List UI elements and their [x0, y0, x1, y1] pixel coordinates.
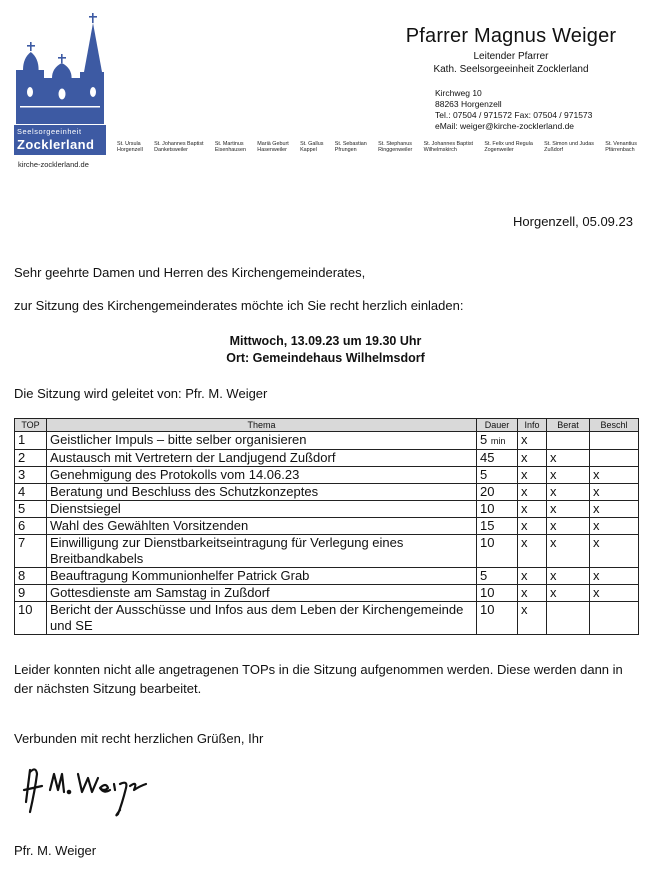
- cell-thema: Einwilligung zur Dienstbarkeitseintragung für Verlegung eines Breitbandkabels: [47, 535, 477, 568]
- cell-beschl: x: [590, 518, 639, 535]
- cell-dauer: 5 min: [477, 432, 518, 450]
- parish-item: Mariä Geburt Hasenweiler: [257, 141, 289, 154]
- logo-line-1: Seelsorgeeinheit: [17, 127, 82, 136]
- cell-berat: x: [547, 535, 590, 568]
- parish-list: [117, 141, 637, 154]
- intro-text: zur Sitzung des Kirchengemeinderates möchte ich Sie recht herzlich einladen:: [14, 298, 464, 313]
- meeting-leader: Die Sitzung wird geleitet von: Pfr. M. Weiger: [14, 386, 268, 401]
- parish-item: St. Johannes Baptist Danketsweiler: [154, 141, 204, 154]
- cell-top: 4: [15, 484, 47, 501]
- parish-item: St. Ursula Horgenzell: [117, 141, 143, 154]
- church-logo: [14, 12, 110, 155]
- parish-item: St. Felix und Regula Zogenweiler: [484, 141, 533, 154]
- parish-item: St. Stephanus Ringgenweiler: [378, 141, 413, 154]
- cell-dauer: 10: [477, 585, 518, 602]
- meeting-info: [0, 333, 651, 367]
- handwritten-signature: [22, 760, 152, 827]
- cell-top: 9: [15, 585, 47, 602]
- cell-info: x: [518, 585, 547, 602]
- table-row: [15, 484, 639, 501]
- cell-info: x: [518, 535, 547, 568]
- cell-top: 5: [15, 501, 47, 518]
- table-row: [15, 568, 639, 585]
- cell-berat: [547, 432, 590, 450]
- sender-role: Leitender Pfarrer: [473, 51, 549, 62]
- sender-unit: Kath. Seelsorgeeinheit Zocklerland: [433, 64, 589, 75]
- table-row: [15, 518, 639, 535]
- table-header-row: [15, 419, 639, 432]
- cell-info: x: [518, 450, 547, 467]
- cell-dauer: 20: [477, 484, 518, 501]
- cell-berat: [547, 602, 590, 635]
- address-city: 88263 Horgenzell: [435, 99, 502, 109]
- parish-item: St. Venantius Pfärrenbach: [605, 141, 637, 154]
- address-email[interactable]: eMail: weiger@kirche-zocklerland.de: [435, 121, 575, 131]
- cell-berat: x: [547, 501, 590, 518]
- cell-berat: x: [547, 450, 590, 467]
- signature-icon: [22, 760, 152, 822]
- cell-beschl: [590, 602, 639, 635]
- cell-berat: x: [547, 467, 590, 484]
- cell-thema: Wahl des Gewählten Vorsitzenden: [47, 518, 477, 535]
- cell-dauer: 5: [477, 467, 518, 484]
- cell-berat: x: [547, 585, 590, 602]
- header-berat: Berat: [547, 419, 590, 432]
- church-silhouette-icon: [14, 12, 106, 124]
- meeting-when: Mittwoch, 13.09.23 um 19.30 Uhr: [229, 334, 422, 348]
- cell-thema: Beratung und Beschluss des Schutzkonzeptes: [47, 484, 477, 501]
- parish-item: St. Simon und Judas Zußdorf: [544, 141, 594, 154]
- table-row: [15, 585, 639, 602]
- cell-thema: Geistlicher Impuls – bitte selber organisieren: [47, 432, 477, 450]
- cell-top: 8: [15, 568, 47, 585]
- parish-item: St. Sebastian Pfrungen: [334, 141, 367, 154]
- sender-address: [435, 88, 592, 132]
- cell-thema: Austausch mit Vertretern der Landjugend Zußdorf: [47, 450, 477, 467]
- cell-info: x: [518, 467, 547, 484]
- cell-info: x: [518, 484, 547, 501]
- cell-dauer: 10: [477, 535, 518, 568]
- cell-beschl: x: [590, 535, 639, 568]
- cell-top: 2: [15, 450, 47, 467]
- logo-line-2: Zocklerland: [17, 137, 95, 152]
- parish-item: St. Gallus Kappel: [300, 141, 324, 154]
- logo-wordmark: [14, 125, 106, 155]
- cell-thema: Bericht der Ausschüsse und Infos aus dem Leben der Kirchengemeinde und SE: [47, 602, 477, 635]
- cell-beschl: [590, 450, 639, 467]
- cell-beschl: x: [590, 585, 639, 602]
- table-row: [15, 602, 639, 635]
- cell-info: x: [518, 602, 547, 635]
- closing-text: Leider konnten nicht alle angetragenen TOPs in die Sitzung aufgenommen werden. Diese werden dann in der nächsten Sitzung bearbeitet.: [14, 662, 623, 696]
- cell-berat: x: [547, 518, 590, 535]
- parish-item: St. Martinus Eisenhausen: [214, 141, 246, 154]
- cell-beschl: x: [590, 467, 639, 484]
- address-phone: Tel.: 07504 / 971572 Fax: 07504 / 971573: [435, 110, 593, 120]
- cell-top: 1: [15, 432, 47, 450]
- meeting-where: Ort: Gemeindehaus Wilhelmsdorf: [226, 351, 425, 365]
- cell-beschl: x: [590, 484, 639, 501]
- duration-unit: min: [490, 436, 506, 446]
- cell-beschl: x: [590, 501, 639, 518]
- cell-dauer: 45: [477, 450, 518, 467]
- table-row: [15, 432, 639, 450]
- table-row: [15, 535, 639, 568]
- cell-thema: Beauftragung Kommunionhelfer Patrick Grab: [47, 568, 477, 585]
- cell-info: x: [518, 501, 547, 518]
- cell-info: x: [518, 568, 547, 585]
- cell-dauer: 10: [477, 602, 518, 635]
- salutation: Sehr geehrte Damen und Herren des Kirchengemeinderates,: [14, 265, 366, 280]
- cell-top: 3: [15, 467, 47, 484]
- cell-dauer: 15: [477, 518, 518, 535]
- cell-dauer: 5: [477, 568, 518, 585]
- header-info: Info: [518, 419, 547, 432]
- address-street: Kirchweg 10: [435, 88, 482, 98]
- cell-dauer: 10: [477, 501, 518, 518]
- website-url[interactable]: kirche-zocklerland.de: [18, 160, 89, 169]
- table-row: [15, 450, 639, 467]
- cell-top: 7: [15, 535, 47, 568]
- sender-name: Pfarrer Magnus Weiger: [405, 25, 617, 47]
- cell-info: x: [518, 518, 547, 535]
- signer-name: Pfr. M. Weiger: [14, 843, 97, 858]
- header-dauer: Dauer: [477, 419, 518, 432]
- cell-beschl: [590, 432, 639, 450]
- cell-top: 6: [15, 518, 47, 535]
- table-row: [15, 501, 639, 518]
- header-beschl: Beschl: [590, 419, 639, 432]
- letter-date: Horgenzell, 05.09.23: [513, 214, 633, 229]
- cell-thema: Gottesdienste am Samstag in Zußdorf: [47, 585, 477, 602]
- cell-beschl: x: [590, 568, 639, 585]
- parish-item: St. Johannes Baptist Wilhelmskirch: [423, 141, 474, 154]
- cell-thema: Dienstsiegel: [47, 501, 477, 518]
- header-thema: Thema: [47, 419, 477, 432]
- table-row: [15, 467, 639, 484]
- greeting: Verbunden mit recht herzlichen Grüßen, Ihr: [14, 731, 264, 746]
- header-top: TOP: [15, 419, 47, 432]
- sender-block: [391, 25, 631, 75]
- cell-berat: x: [547, 568, 590, 585]
- cell-top: 10: [15, 602, 47, 635]
- cell-info: x: [518, 432, 547, 450]
- cell-thema: Genehmigung des Protokolls vom 14.06.23: [47, 467, 477, 484]
- cell-berat: x: [547, 484, 590, 501]
- agenda-table: [14, 418, 639, 635]
